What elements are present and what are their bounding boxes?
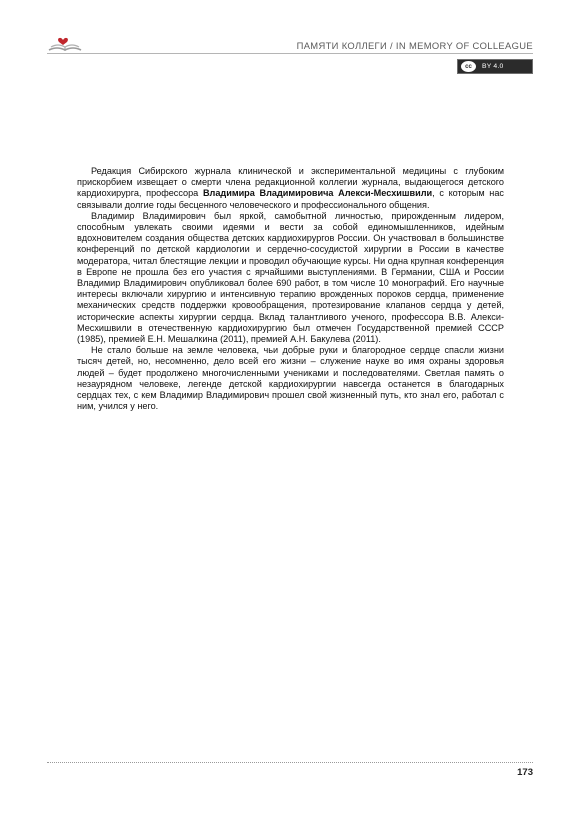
paragraph-tribute: Не стало больше на земле человека, чьи добрые руки и благородное сердце спасли жизни тысяч детей, но, несомненно, дело всей его жизни – служение науке во имя охраны здоровья людей – будет продолжено многочисленными учениками и последователями. Светлая память о незаурядном человеке, легенде детской кардиохирургии навсегда останется в благодарных сердцах тех, с кем Владимир Владимирович прошел свой жизненный путь, кто знал его, работал с ним, учился у него.	[77, 345, 504, 412]
announcement-text-end: , с которым нас связывали долгие годы бесценного человеческого и профессионального общения.	[77, 188, 504, 210]
announcement-text: Редакция Сибирского журнала клинической и экспериментальной медицины с глубоким прискорбием извещает о смерти члена редакционной коллегии журнала, выдающегося детского кардиохирурга, профессора	[77, 166, 504, 199]
section-title: ПАМЯТИ КОЛЛЕГИ / IN MEMORY OF COLLEAGUE	[296, 40, 533, 51]
page-number: 173	[517, 767, 533, 778]
paragraph-biography: Владимир Владимирович был яркой, самобытной личностью, прирожденным лидером, способным увлекать своими идеями и вести за собой единомышленников, идейным вдохновителем создания общества детских кардиохирургов России. Он участвовал в большинстве конференций по детской кардиологии и сердечно-сосудистой хирургии в России в качестве модератора, читал блестящие лекции и проводил обучающие курсы. Ни одна крупная конференция в Европе не прошла без его участия с ярчайшими выступлениями. В Германии, США и России Владимир Владимирович опубликовал более 690 работ, в том числе 10 монографий. Его научные интересы включали хирургию и интенсивную терапию врожденных пороков сердца, применение механических средств поддержки кровообращения, протезирование клапанов сердца у детей, исторические аспекты хирургии сердца. Вклад талантливого ученого, профессора В.В. Алекси-Месхишвили в отечественную кардиохирургию был отмечен Государственной премией СССР (1985), премией Е.Н. Мешалкина (2011), премией А.Н. Бакулева (2011).	[77, 210, 504, 345]
creative-commons-icon: cc	[461, 61, 476, 72]
deceased-name: Владимира Владимировича Алекси-Месхишвили	[202, 188, 433, 199]
journal-logo-icon	[47, 34, 83, 54]
license-label: BY 4.0	[482, 63, 504, 70]
footer-divider	[47, 762, 533, 763]
paragraph-announcement	[77, 166, 504, 211]
license-badge[interactable]	[457, 59, 533, 74]
header-divider	[47, 53, 533, 54]
article-body	[77, 166, 504, 412]
